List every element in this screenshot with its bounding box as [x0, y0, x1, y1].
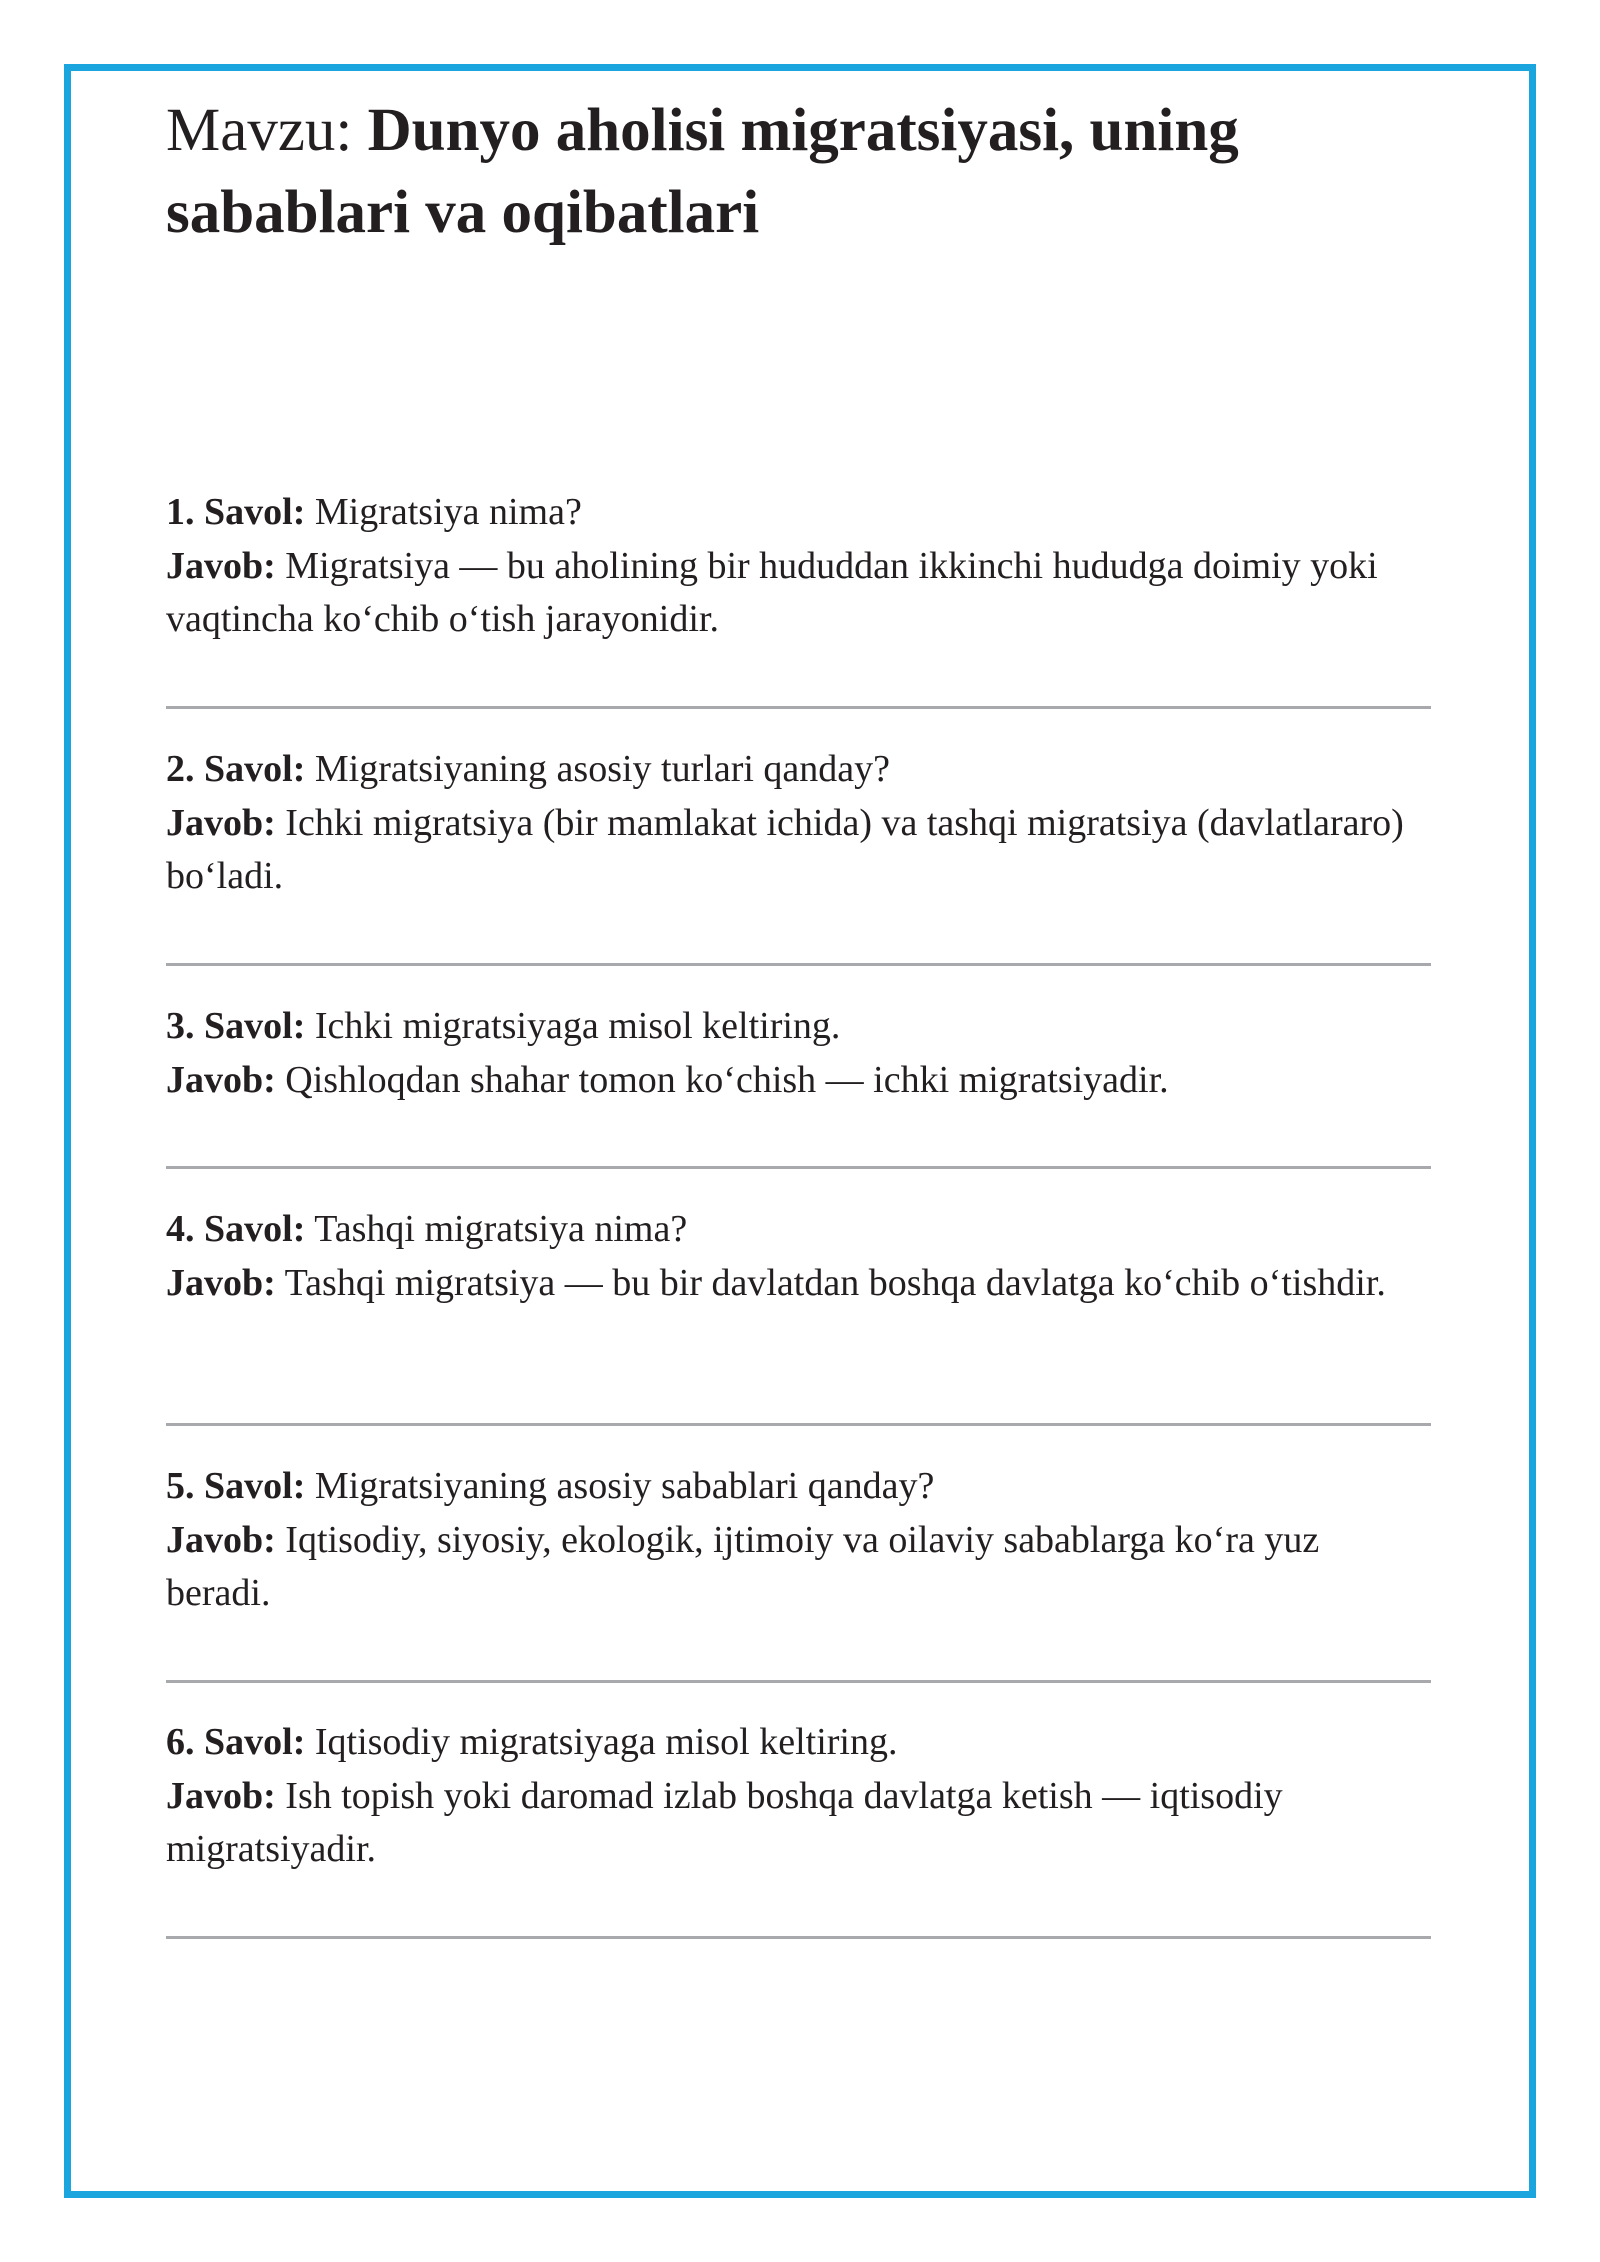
- qa-item-3: [166, 1000, 1431, 1107]
- answer-label: Javob:: [166, 1058, 276, 1101]
- divider: [166, 963, 1431, 966]
- question-text: Ichki migratsiyaga misol keltiring.: [314, 1005, 841, 1047]
- question-text: Tashqi migratsiya nima?: [314, 1208, 688, 1250]
- question-line: [166, 1460, 1431, 1514]
- topic-text: Dunyo aholisi migratsiyasi, uning sabablari va oqibatlari: [166, 97, 1239, 246]
- answer-text: Iqtisodiy, siyosiy, ekologik, ijtimoiy va oilaviy sabablarga ko‘ra yuz beradi.: [166, 1518, 1320, 1614]
- answer-label: Javob:: [166, 1518, 276, 1561]
- answer-line: [166, 797, 1431, 904]
- answer-label: Javob:: [166, 1261, 276, 1304]
- question-text: Iqtisodiy migratsiyaga misol keltiring.: [314, 1721, 898, 1763]
- qa-item-4: [166, 1203, 1431, 1310]
- divider: [166, 706, 1431, 709]
- qa-item-6: [166, 1716, 1431, 1877]
- question-line: [166, 743, 1431, 797]
- question-line: [166, 1000, 1431, 1054]
- divider: [166, 1166, 1431, 1169]
- qa-item-5: [166, 1460, 1431, 1621]
- question-label: 6. Savol:: [166, 1721, 306, 1763]
- question-label: 3. Savol:: [166, 1005, 306, 1047]
- question-text: Migratsiyaning asosiy sabablari qanday?: [314, 1465, 935, 1507]
- answer-label: Javob:: [166, 544, 276, 587]
- question-line: [166, 486, 1431, 540]
- qa-item-1: [166, 486, 1431, 647]
- divider: [166, 1680, 1431, 1683]
- question-label: 2. Savol:: [166, 748, 306, 790]
- page-frame: [64, 64, 1536, 2198]
- question-label: 4. Savol:: [166, 1208, 306, 1250]
- answer-text: Ish topish yoki daromad izlab boshqa davlatga ketish — iqtisodiy migratsiyadir.: [166, 1774, 1283, 1870]
- answer-line: [166, 1257, 1431, 1311]
- divider: [166, 1936, 1431, 1939]
- answer-line: [166, 1514, 1431, 1621]
- question-line: [166, 1716, 1431, 1770]
- question-label: 5. Savol:: [166, 1465, 306, 1507]
- question-line: [166, 1203, 1431, 1257]
- answer-line: [166, 1770, 1431, 1877]
- divider: [166, 1423, 1431, 1426]
- question-text: Migratsiya nima?: [314, 491, 582, 533]
- qa-item-2: [166, 743, 1431, 904]
- answer-line: [166, 540, 1431, 647]
- answer-text: Qishloqdan shahar tomon ko‘chish — ichki migratsiyadir.: [285, 1058, 1169, 1101]
- answer-line: [166, 1054, 1431, 1108]
- question-text: Migratsiyaning asosiy turlari qanday?: [314, 748, 890, 790]
- page-title: [166, 90, 1346, 254]
- answer-label: Javob:: [166, 801, 276, 844]
- question-label: 1. Savol:: [166, 491, 306, 533]
- answer-label: Javob:: [166, 1774, 276, 1817]
- answer-text: Tashqi migratsiya — bu bir davlatdan boshqa davlatga ko‘chib o‘tishdir.: [284, 1261, 1386, 1304]
- topic-label: Mavzu:: [166, 97, 353, 164]
- answer-text: Ichki migratsiya (bir mamlakat ichida) va tashqi migratsiya (davlatlararo) bo‘ladi.: [166, 801, 1404, 897]
- answer-text: Migratsiya — bu aholining bir hududdan ikkinchi hududga doimiy yoki vaqtincha ko‘chib o‘tish jarayonidir.: [166, 544, 1378, 640]
